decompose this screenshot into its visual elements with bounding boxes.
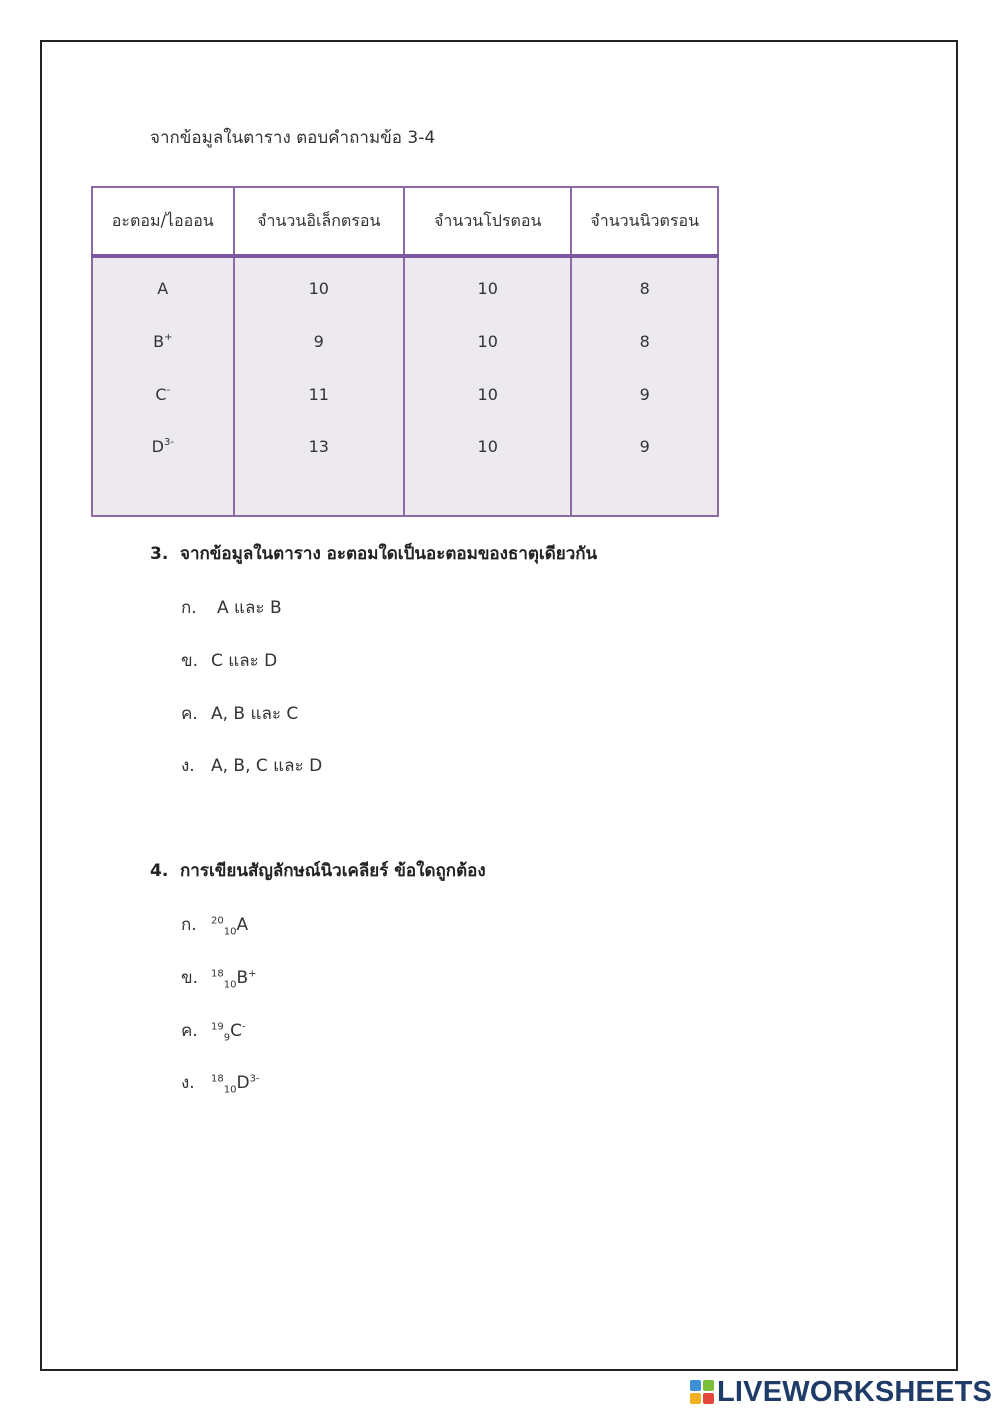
cell-electrons: 13 — [234, 421, 404, 516]
cell-atom: $D^{3-}$ — [92, 421, 234, 516]
q4-option-d[interactable] — [181, 1069, 260, 1096]
question-4 — [150, 857, 486, 884]
q4-option-b[interactable] — [181, 964, 257, 991]
q4-option-a[interactable] — [181, 911, 248, 938]
option-text: A, B, C และ D — [211, 756, 323, 776]
cell-neutrons: 8 — [571, 315, 718, 368]
table-row — [92, 368, 718, 421]
logo-square-yellow — [690, 1393, 701, 1404]
option-mark: ค. — [181, 1021, 198, 1041]
liveworksheets-logo-icon — [690, 1380, 714, 1404]
cell-neutrons: 8 — [571, 256, 718, 315]
option-text: C และ D — [211, 651, 278, 671]
logo-text: LIVEWORKSHEETS — [717, 1375, 993, 1408]
header-electrons: จำนวนอิเล็กตรอน — [234, 187, 404, 256]
option-text: A และ B — [217, 598, 282, 618]
header-atom-ion: อะตอม/ไอออน — [92, 187, 234, 256]
q3-option-d[interactable] — [181, 752, 322, 779]
cell-neutrons: 9 — [571, 368, 718, 421]
option-mark: ข. — [181, 968, 199, 988]
data-table — [91, 186, 719, 517]
cell-atom: B+ — [92, 315, 234, 368]
question-3-text: จากข้อมูลในตาราง อะตอมใดเป็นอะตอมของธาตุเดียวกัน — [180, 544, 598, 564]
option-mark: ข. — [181, 651, 199, 671]
option-text: A, B และ C — [211, 704, 299, 724]
cell-electrons: 9 — [234, 315, 404, 368]
option-mark: ง. — [181, 1073, 195, 1093]
cell-protons: 10 — [404, 421, 571, 516]
question-4-number: 4. — [150, 861, 169, 881]
question-3 — [150, 540, 597, 567]
table-row — [92, 421, 718, 516]
table-row — [92, 256, 718, 315]
nuclear-symbol: $^{18}_{10}D^{3-}$ — [211, 1073, 260, 1096]
q3-option-a[interactable] — [181, 594, 282, 621]
cell-protons: 10 — [404, 368, 571, 421]
header-protons: จำนวนโปรตอน — [404, 187, 571, 256]
option-mark: ก. — [181, 598, 197, 618]
question-4-text: การเขียนสัญลักษณ์นิวเคลียร์ ข้อใดถูกต้อง — [180, 861, 486, 881]
nuclear-symbol: $^{19}_9$C- — [211, 1021, 246, 1044]
intro-text: จากข้อมูลในตาราง ตอบคำถามข้อ 3-4 — [150, 128, 436, 148]
option-mark: ก. — [181, 915, 197, 935]
logo-square-blue — [690, 1380, 701, 1391]
logo-square-red — [703, 1393, 714, 1404]
cell-atom: A — [92, 256, 234, 315]
q3-option-c[interactable] — [181, 700, 298, 727]
cell-electrons: 10 — [234, 256, 404, 315]
liveworksheets-logo — [690, 1376, 992, 1408]
question-3-number: 3. — [150, 544, 169, 564]
option-mark: ง. — [181, 756, 195, 776]
q4-option-c[interactable] — [181, 1017, 246, 1044]
table-row — [92, 315, 718, 368]
q3-option-b[interactable] — [181, 647, 277, 674]
cell-protons: 10 — [404, 315, 571, 368]
logo-square-green — [703, 1380, 714, 1391]
header-neutrons: จำนวนนิวตรอน — [571, 187, 718, 256]
table-header-row — [92, 187, 718, 256]
nuclear-symbol: $^{18}_{10}$B+ — [211, 968, 257, 991]
cell-neutrons: 9 — [571, 421, 718, 516]
cell-electrons: 11 — [234, 368, 404, 421]
cell-protons: 10 — [404, 256, 571, 315]
nuclear-symbol: $^{20}_{10}$A — [211, 915, 249, 938]
cell-atom: C- — [92, 368, 234, 421]
option-mark: ค. — [181, 704, 198, 724]
